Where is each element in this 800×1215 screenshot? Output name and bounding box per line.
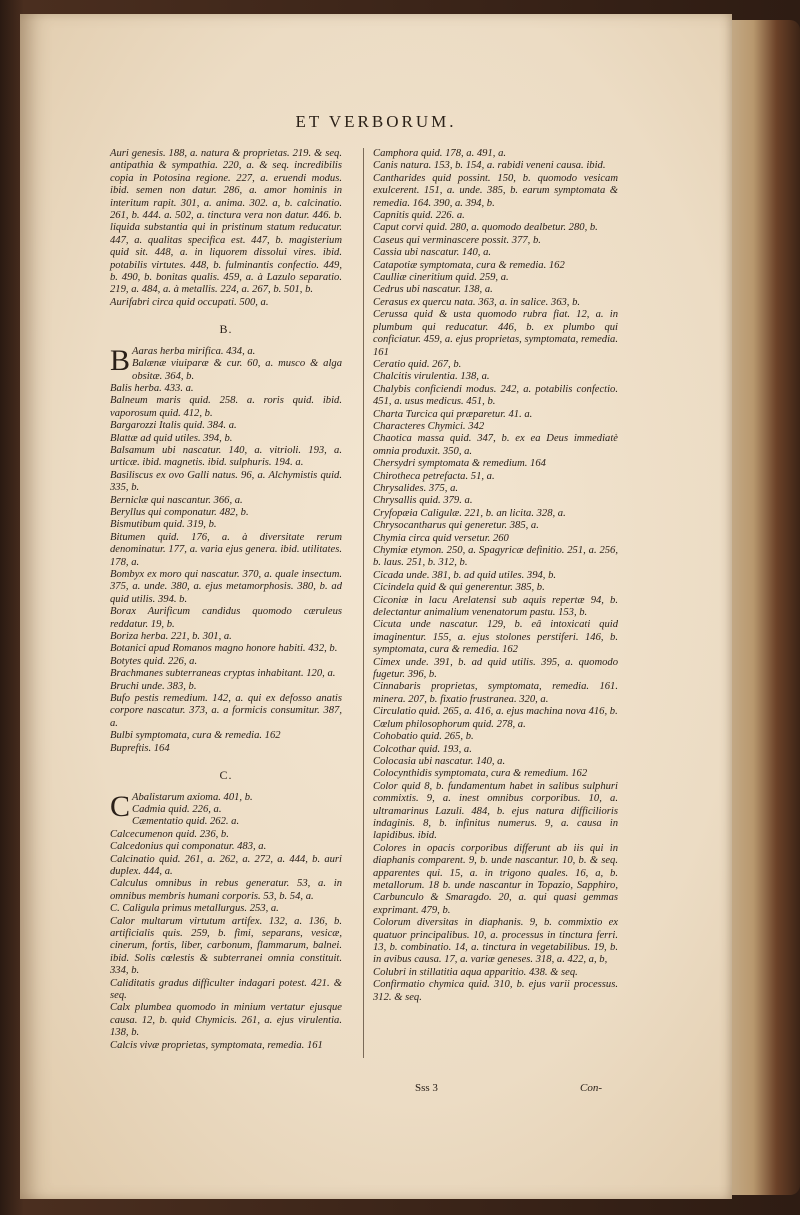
index-entry-text: Chrysallis quid. 379. a.	[373, 495, 473, 507]
book-page	[20, 14, 732, 1199]
index-entry	[373, 458, 618, 470]
index-entry-text: Aaras herba mirifica. 434, a.	[132, 345, 256, 357]
index-entry-text: Colcothar quid. 193, a.	[373, 743, 472, 755]
index-entry-text: Confirmatio chymica quid. 310, b. ejus varii processus. 312. & seq.	[373, 979, 618, 1003]
index-entry	[110, 148, 342, 297]
index-entry-text: Cicada unde. 381, b. ad quid utiles. 394, b.	[373, 569, 557, 581]
index-entry	[110, 743, 342, 755]
index-entry-text: Colubri in stillatitia aqua apparitio. 438. & seq.	[373, 966, 578, 978]
running-head: ET VERBORUM.	[295, 112, 457, 131]
index-entry	[373, 768, 618, 780]
index-entry	[373, 533, 618, 545]
index-entry-text: Balsamum ubi nascatur. 140, a. vitrioli. 193, a. urticæ. ibid. magnetis. ibid. sulphuris. 194. a.	[110, 444, 342, 469]
section-heading-b: B.	[219, 322, 233, 337]
index-entry	[110, 495, 342, 507]
index-entry	[373, 545, 618, 570]
right-column	[373, 148, 618, 1004]
index-entry	[373, 781, 618, 843]
index-entry	[110, 606, 342, 631]
index-entry-text: Bombyx ex moro qui nascatur. 370, a. quale insectum. 375, a. unde. 380, a. ejus metamorphosis. 380, b. ad quid utilis. 394. b.	[110, 569, 342, 605]
index-entry	[373, 222, 618, 234]
index-entry	[373, 979, 618, 1004]
index-entry-text: Beryllus qui componatur. 482, b.	[110, 506, 249, 518]
index-entry	[373, 595, 618, 620]
index-entry	[110, 916, 342, 978]
index-entry	[110, 903, 342, 915]
index-entry	[373, 359, 618, 371]
index-entry	[373, 284, 618, 296]
index-entry-text: Calor multarum virtutum artifex. 132, a. 136, b. artificialis quis. 259, b. fimi, separans, vesicæ, cinerum, fortis, liber, carbonum, flammarum, balnei. ibid. Solis cœlestis & subterranei omnia constituit. 334, b.	[110, 915, 342, 977]
index-entry	[373, 297, 618, 309]
page-edges	[722, 20, 800, 1195]
index-entry	[110, 507, 342, 519]
index-entry	[373, 657, 618, 682]
index-entry-text: Ciconiæ in lacu Arelatensi sub aquis repertæ 94, b. delectantur animalium venenatorum pastu. 153, b.	[373, 594, 618, 619]
index-entry-text: Cimex unde. 391, b. ad quid utilis. 395, a. quomodo fugetur. 396, b.	[373, 656, 618, 681]
index-entry	[110, 383, 342, 395]
index-entry-text: Balneum maris quid. 258. a. roris quid. ibid. vaporosum quid. 412, b.	[110, 395, 342, 419]
index-entry-text: Caseus qui verminascere possit. 377, b.	[373, 234, 541, 246]
index-entry-text: Chymiæ etymon. 250, a. Spagyricæ definitio. 251, a. 256, b. laus. 251, b. 312, b.	[373, 545, 618, 569]
index-entry-text: Brachmanes subterraneas cryptas inhabitant. 120, a.	[110, 668, 336, 680]
index-entry	[373, 173, 618, 210]
index-entry	[110, 804, 342, 816]
index-entry-text: Balis herba. 433. a.	[110, 382, 194, 394]
index-entry-text: Cicindela quid & qui generentur. 385, b.	[373, 582, 545, 594]
index-entry-text: Cadmia quid. 226, a.	[132, 803, 222, 815]
index-entry-text: Bruchi unde. 383, b.	[110, 680, 197, 692]
index-entry-text: Calculus omnibus in rebus generatur. 53, a. in omnibus membris humani corporis. 53, b. 54, a.	[110, 878, 342, 902]
index-entry	[373, 483, 618, 495]
index-entry	[110, 668, 342, 680]
left-column	[110, 148, 342, 1052]
index-entry-text: Camphora quid. 178, a. 491, a.	[373, 148, 507, 159]
drop-cap: B	[110, 343, 131, 377]
index-entry-text: Bargarozzi Italis quid. 384. a.	[110, 420, 237, 432]
index-entry-text: Cerussa quid & usta quomodo rubra fiat. 12, a. in plumbum qui reducatur. 446, b. ex plumbo qui conficiatur. 459, a. ejus proprietas, symptomata, remedia. 161	[373, 309, 618, 358]
index-entry-text: C. Caligula primus metallurgus. 253, a.	[110, 903, 279, 915]
index-entry	[373, 570, 618, 582]
index-entry-text: Cantharides quid possint. 150, b. quomodo vesicam exulcerent. 151, a. unde. 385, b. earum symptomata & remedia. 164. 390, a. 394, b.	[373, 172, 618, 209]
index-entry-text: Circulatio quid. 265, a. 416, a. ejus machina nova 416, b.	[373, 706, 618, 718]
index-entry	[373, 371, 618, 383]
index-entry-text: Cicuta unde nascatur. 129, b. eâ intoxicati quid imaginentur. 155, a. ejus stolones perstiferi. 146, b. symptomata, cura & remedia. 162	[373, 619, 618, 656]
index-entry	[373, 409, 618, 421]
index-entry	[373, 309, 618, 359]
index-entry-text: Chrysalides. 375, a.	[373, 482, 459, 494]
index-entry-text: Calcinatio quid. 261, a. 262, a. 272, a. 444, b. auri duplex. 444, a.	[110, 853, 342, 877]
index-entry-text: Bitumen quid. 176, a. à diversitate rerum denominatur. 177, a. varia ejus genera. ibid. utilitates. 178, a.	[110, 531, 342, 568]
index-entry-text: Charta Turcica qui præparetur. 41. a.	[373, 408, 533, 420]
entries-c	[110, 789, 342, 1053]
index-entry	[373, 260, 618, 272]
index-entry-text: Calcecumenon quid. 236, b.	[110, 828, 229, 840]
index-entry-text: Characteres Chymici. 342	[373, 420, 485, 432]
index-entry	[110, 1002, 342, 1039]
index-entry	[373, 235, 618, 247]
index-entry-text: Aurifabri circa quid occupati. 500, a.	[110, 296, 269, 308]
index-entry-text: Catapotiæ symptomata, cura & remedia. 162	[373, 259, 565, 271]
index-entry-text: Cæmentatio quid. 262. a.	[132, 816, 240, 828]
index-entry	[373, 160, 618, 172]
index-entry-text: Color quid 8, b. fundamentum habet in salibus sulphuri commixtis. 9, a. inest omnibus corporibus. 10, a. ultramarinus Lazuli. 484, b. ejus natura difficilioris indaginis. 8, b. infinitus numerus. 9, a. causa in lapidibus. ibid.	[373, 780, 618, 842]
index-entry-text: Calcedonius qui componatur. 483, a.	[110, 841, 267, 853]
index-entry-text: Berniclæ qui nascantur. 366, a.	[110, 494, 243, 506]
index-entry-text: Caput corvi quid. 280, a. quomodo dealbetur. 280, b.	[373, 222, 598, 234]
entries-c-continued	[373, 148, 618, 1004]
index-entry-text: Bismutibum quid. 319, b.	[110, 519, 217, 531]
index-entry-text: Cassia ubi nascatur. 140, a.	[373, 247, 492, 259]
index-entry	[110, 297, 342, 309]
index-entry-text: Capnitis quid. 226. a.	[373, 210, 465, 222]
index-entry	[373, 247, 618, 259]
entries-auri	[110, 148, 342, 309]
index-entry	[373, 744, 618, 756]
index-entry-text: Chymia circa quid versetur. 260	[373, 532, 509, 544]
index-entry-text: Chaotica massa quid. 347, b. ex ea Deus immediatè omnia produxit. 350, a.	[373, 433, 618, 457]
index-entry-text: Chirotheca petrefacta. 51, a.	[373, 470, 495, 482]
index-entry	[110, 816, 342, 828]
index-entry-text: Caliditatis gradus difficulter indagari potest. 421. & seq.	[110, 977, 342, 1001]
index-entry	[373, 210, 618, 222]
index-entry	[373, 421, 618, 433]
index-entry-text: Chrysocantharus qui generetur. 385, a.	[373, 520, 539, 532]
index-entry	[110, 681, 342, 693]
index-entry-text: Colores in opacis corporibus differunt ab iis qui in diaphanis comparent. 9, b. unde nascantur. 10, b. & seq. apparentes qui. 15, a. in trigono quales. 16, a, b. metallorum. 18 b. unde nascantur in Topazio, Sapphiro, Carbunculo & Smaragdo. 20, a. qui quasi gemmas exprimant. 479, b.	[373, 842, 618, 916]
index-entry	[373, 719, 618, 731]
catchword: Con-	[580, 1082, 602, 1094]
index-entry-text: Chersydri symptomata & remedium. 164	[373, 458, 546, 470]
index-entry-text: Bupreftis. 164	[110, 742, 170, 754]
index-entry-text: Calcis vivæ proprietas, symptomata, remedia. 161	[110, 1039, 323, 1051]
index-entry	[110, 656, 342, 668]
index-entry	[373, 520, 618, 532]
index-entry-text: Cœlum philosophorum quid. 278, a.	[373, 718, 526, 730]
index-entry	[373, 917, 618, 967]
index-entry	[110, 358, 342, 383]
index-entry	[373, 433, 618, 458]
section-heading-c: C.	[219, 768, 233, 783]
index-entry-text: Basiliscus ex ovo Galli natus. 96, a. Alchymistis quid. 335, b.	[110, 469, 342, 494]
index-entry	[373, 731, 618, 743]
index-entry	[373, 471, 618, 483]
index-entry	[373, 148, 618, 160]
index-entry	[373, 272, 618, 284]
index-entry-text: Colocynthidis symptomata, cura & remedium. 162	[373, 768, 588, 780]
index-entry	[373, 582, 618, 594]
index-entry-text: Auri genesis. 188, a. natura & proprietas. 219. & seq. antipathia & sympathia. 220, a. & seq. incredibilis copia in Potosina regione. 227, a. eruendi modus. ibid. semen non datur. 286, a. amor hominis in interitum rapit. 301, a. anima. 302. a, b. calcinatio. 261, b. 444. a. 502, a. tinctura vera non datur. 446. b. liquida substantia qui in pristinum statum reducatur. 447, a. qualitas specifica est. 447, b. magisterium quid sit. 448, a. in liquorem dissolui vires. ibid. potabilis virtutes. 448, b. fulminantis confectio. 449, b. 490, b. bonitas qualis. 459, a. à Lazulo separatio. 219, a. 484, a. à metallis. 224, a. 267, b. 501, b.	[110, 148, 342, 296]
index-entry	[373, 495, 618, 507]
entries-b	[110, 343, 342, 755]
index-entry-text: Ceratio quid. 267, b.	[373, 358, 462, 370]
index-entry-text: Bufo pestis remedium. 142, a. qui ex defosso anatis corpore nascatur. 373, a. a formicis consumitur. 387, a.	[110, 693, 342, 729]
index-entry-text: Balænæ viuiparæ & cur. 60, a. musco & alga obsitæ. 364, b.	[132, 358, 342, 382]
index-entry	[373, 756, 618, 768]
index-entry-text: Cryfopæia Caligulæ. 221, b. an licita. 328, a.	[373, 507, 566, 519]
index-entry-text: Blattæ ad quid utiles. 394, b.	[110, 432, 233, 444]
index-entry	[110, 433, 342, 445]
index-entry	[110, 1040, 342, 1052]
index-entry-text: Cerasus ex quercu nata. 363, a. in salice. 363, b.	[373, 296, 581, 308]
index-entry-text: Canis natura. 153, b. 154, a. rabidi veneni causa. ibid.	[373, 160, 606, 172]
index-entry	[110, 730, 342, 742]
index-entry-text: Chalybis conficiendi modus. 242, a. potabilis confectio. 451, a. usus medicus. 451, b.	[373, 383, 618, 408]
index-entry	[110, 470, 342, 495]
index-entry	[110, 829, 342, 841]
index-entry-text: Botytes quid. 226, a.	[110, 655, 198, 667]
index-entry	[373, 681, 618, 706]
index-entry-text: Cohobatio quid. 265, b.	[373, 731, 474, 743]
index-entry	[110, 420, 342, 432]
signature-mark: Sss 3	[415, 1082, 438, 1094]
index-entry-text: Caulliæ cineritium quid. 259, a.	[373, 272, 509, 284]
index-entry	[373, 384, 618, 409]
index-entry-text: Boriza herba. 221, b. 301, a.	[110, 631, 232, 643]
index-entry	[110, 395, 342, 420]
index-entry	[110, 841, 342, 853]
index-entry	[110, 631, 342, 643]
index-entry	[373, 706, 618, 718]
index-entry	[110, 445, 342, 470]
index-entry-text: Bulbi symptomata, cura & remedia. 162	[110, 730, 281, 742]
index-entry	[110, 854, 342, 879]
index-entry	[373, 619, 618, 656]
index-entry	[110, 878, 342, 903]
index-entry-text: Cinnabaris proprietas, symptomata, remedia. 161. minera. 207, b. fixatio frustranea. 320, a.	[373, 681, 618, 705]
index-entry-text: Colorum diversitas in diaphanis. 9, b. commixtio ex quatuor principalibus. 10, a. processus in tinctura ferri. 13, b. combinatio. 14, a. tinctura in vegetabilibus. 19, b. in avibus causa. 17, a. variæ geneses. 318, a. 422, a, b,	[373, 917, 618, 966]
index-entry	[110, 519, 342, 531]
index-entry	[110, 532, 342, 569]
index-entry-text: Cedrus ubi nascatur. 138, a.	[373, 284, 493, 296]
index-entry-text: Abalistarum axioma. 401, b.	[132, 791, 253, 803]
index-entry	[110, 978, 342, 1003]
index-entry-text: Chalcitis virulentia. 138, a.	[373, 371, 490, 383]
drop-cap: C	[110, 789, 131, 823]
index-entry-text: Calx plumbea quomodo in minium vertatur ejusque causa. 12, b. quid Chymicis. 261, a. ejus virulentia. 138, b.	[110, 1002, 342, 1039]
column-divider	[363, 148, 364, 1058]
index-entry	[373, 843, 618, 917]
index-entry-text: Colocasia ubi nascatur. 140, a.	[373, 755, 506, 767]
index-entry	[373, 967, 618, 979]
index-entry	[110, 693, 342, 730]
index-entry-text: Borax Aurificum candidus quomodo cæruleus reddatur. 19, b.	[110, 606, 342, 630]
index-entry-text: Botanici apud Romanos magno honore habiti. 432, b.	[110, 643, 338, 655]
index-entry	[110, 643, 342, 655]
index-entry	[110, 569, 342, 606]
index-entry	[373, 508, 618, 520]
